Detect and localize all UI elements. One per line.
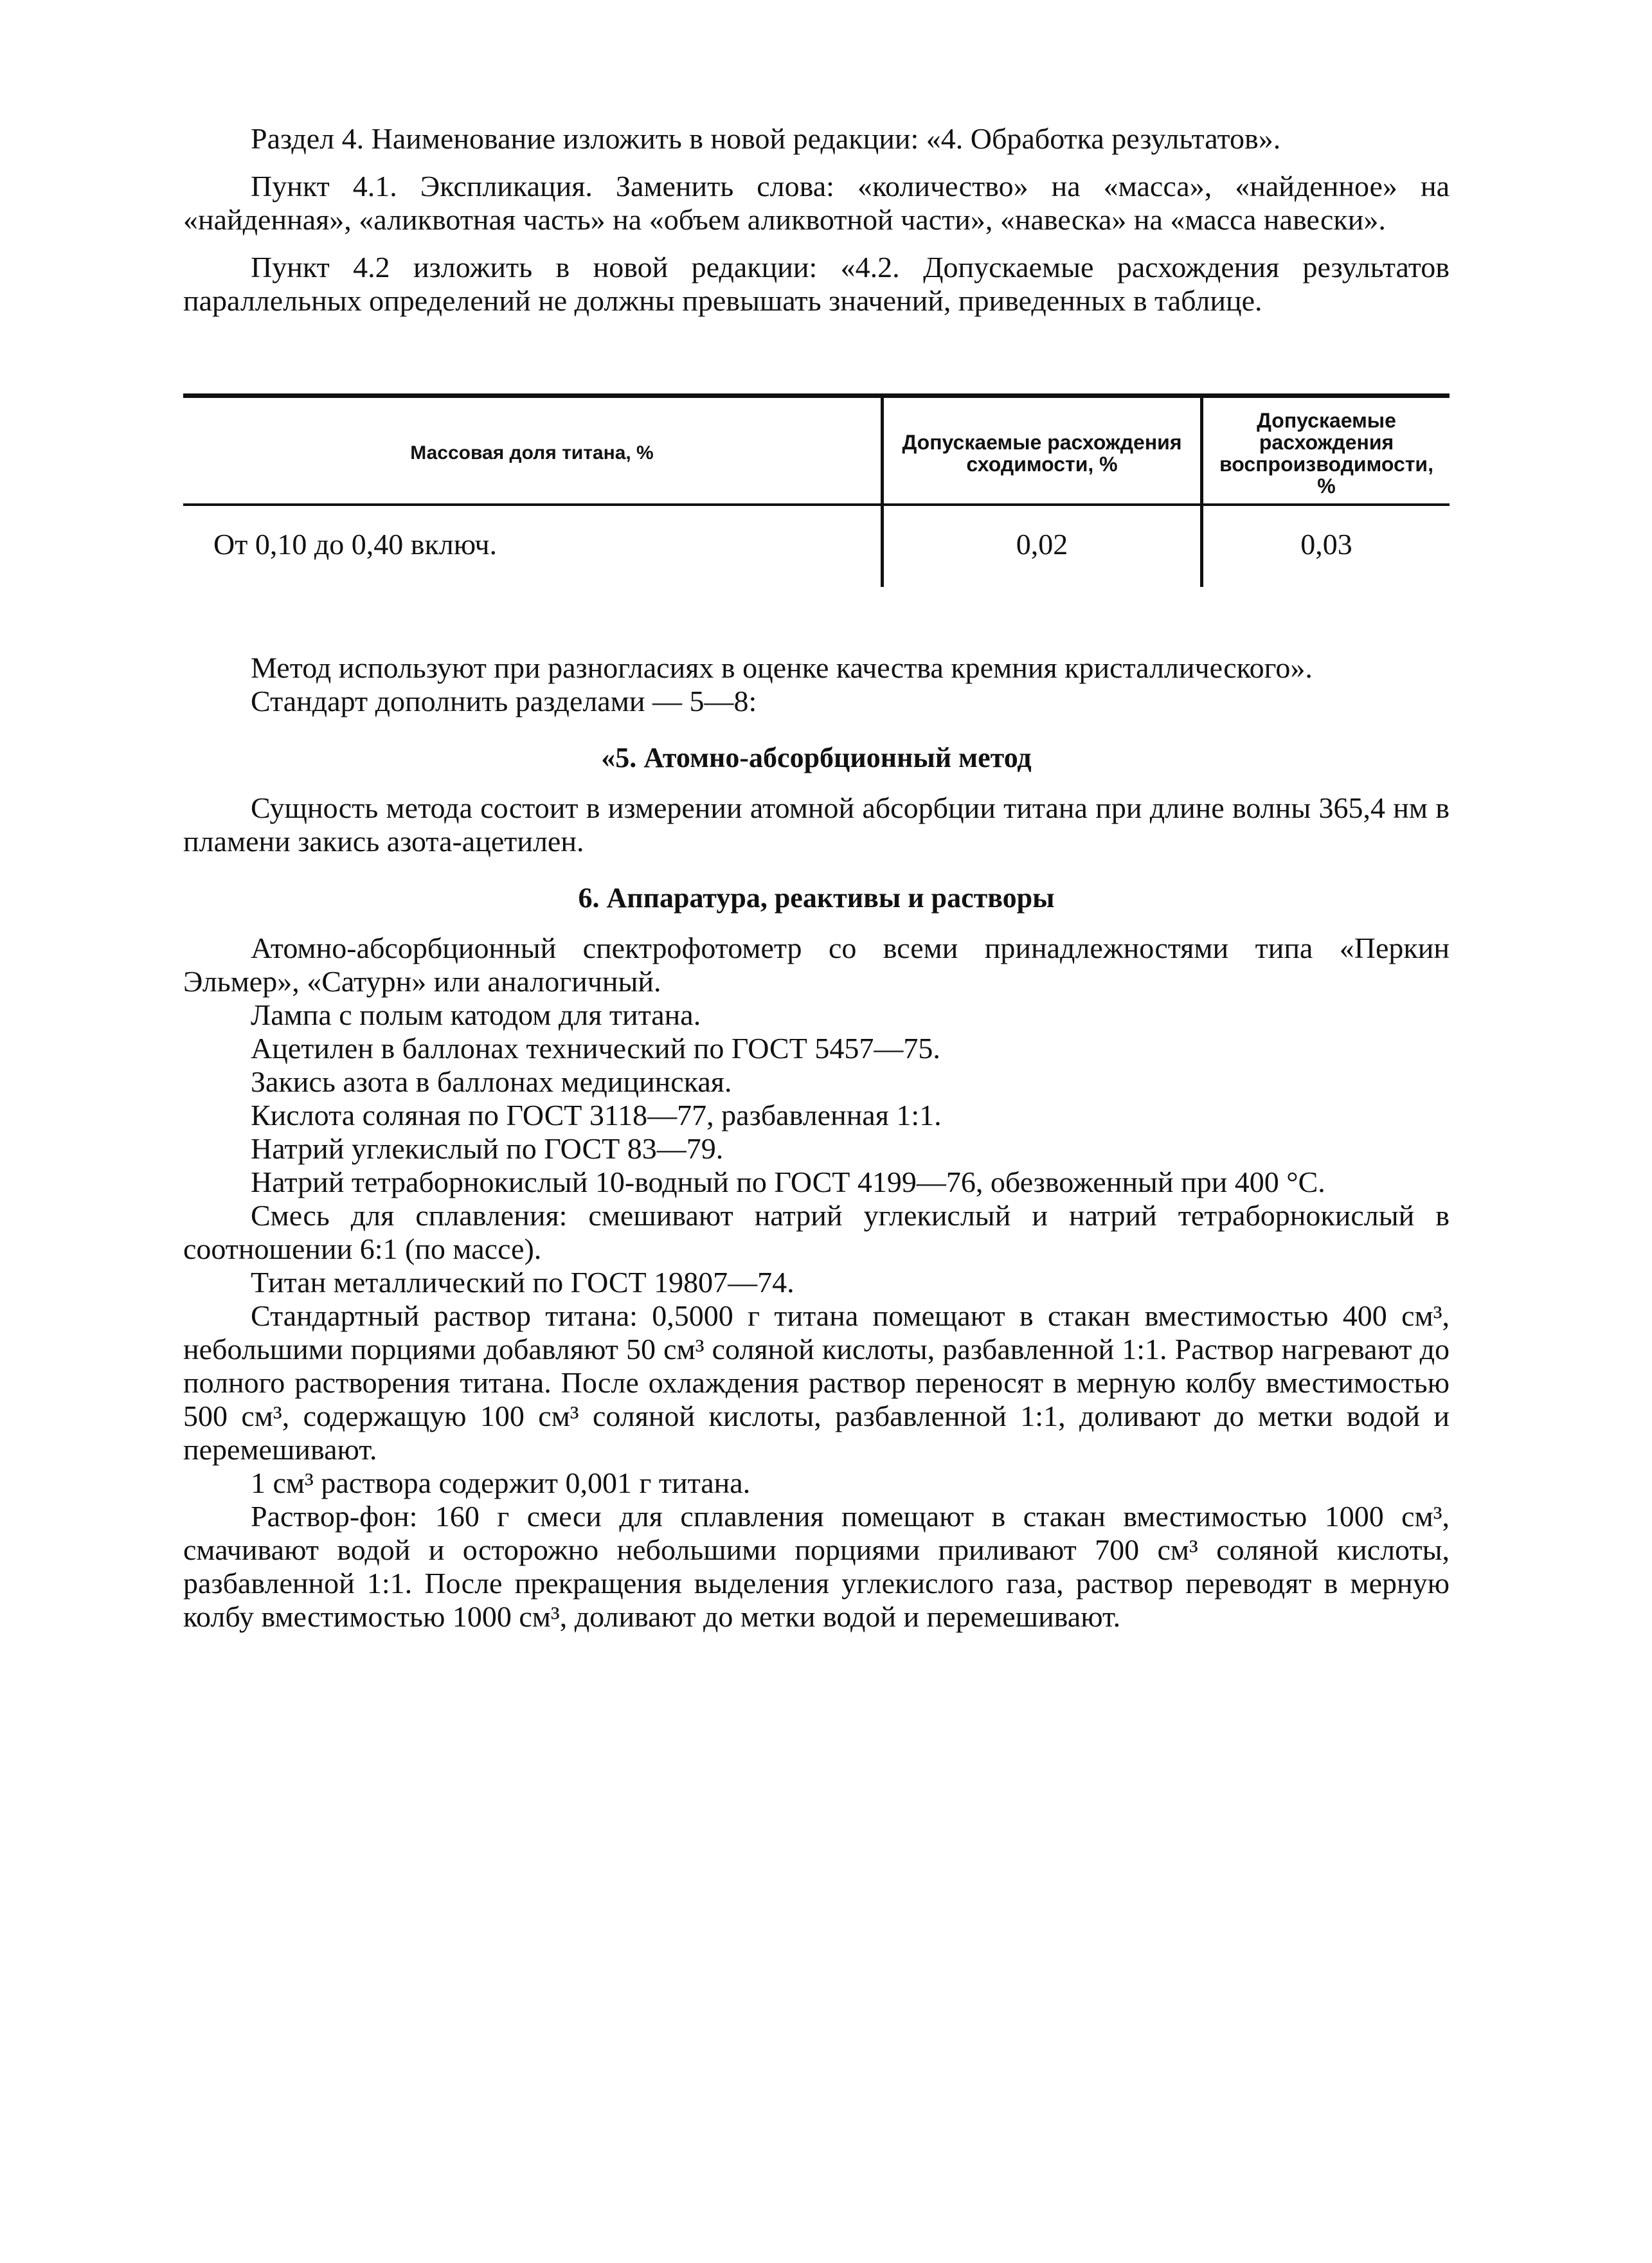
list-item: Титан металлический по ГОСТ 19807—74.: [251, 1266, 795, 1299]
section6-heading: 6. Аппаратура, реактивы и растворы: [578, 882, 1055, 914]
document-page: [183, 122, 1450, 1634]
list-item: Закись азота в баллонах медицинская.: [251, 1065, 732, 1098]
paragraph-method-usage: Метод используют при разногласиях в оценке качества кремния кристаллического».: [251, 651, 1313, 684]
list-item: Атомно-абсорбционный спектрофотометр со всеми принадлежностями типа «Перкин Эльмер», «Сатурн» или аналогичный.: [183, 932, 1450, 998]
list-item: 1 см³ раствора содержит 0,001 г титана.: [251, 1466, 751, 1499]
paragraph-section4-title: Раздел 4. Наименование изложить в новой редакции: «4. Обработка результатов».: [251, 122, 1281, 155]
paragraph-add-sections: Стандарт дополнить разделами — 5—8:: [251, 685, 757, 717]
list-item: Смесь для сплавления: смешивают натрий углекислый и натрий тетраборнокислый в соотношении 6:1 (по массе).: [183, 1199, 1450, 1265]
list-item: Натрий углекислый по ГОСТ 83—79.: [251, 1132, 724, 1165]
section5-text: Сущность метода состоит в измерении атомной абсорбции титана при длине волны 365,4 нм в пламени закись азота-ацетилен.: [183, 791, 1450, 858]
list-item: Ацетилен в баллонах технический по ГОСТ 5457—75.: [251, 1032, 940, 1065]
header-reproducibility: Допускаемые расхождения воспроизводимости, %: [1202, 396, 1450, 505]
list-item: Раствор-фон: 160 г смеси для сплавления помещают в стакан вместимостью 1000 см³, смачивают водой и осторожно небольшими порциями приливают 700 см³ соляной кислоты, разбавленной 1:1. После прекращения выделения углекислого газа, раствор переводят в мерную колбу вместимостью 1000 см³, доливают до метки водой и перемешивают.: [183, 1500, 1450, 1633]
list-item: Лампа с полым катодом для титана.: [251, 998, 701, 1031]
table-header-row: [183, 396, 1450, 505]
cell-convergence-value: 0,02: [883, 505, 1202, 587]
header-convergence: Допускаемые расхождения сходимости, %: [883, 396, 1202, 505]
section5-heading: «5. Атомно-абсорбционный метод: [601, 742, 1032, 773]
tolerance-table: [183, 393, 1450, 587]
list-item: Натрий тетраборнокислый 10-водный по ГОСТ 4199—76, обезвоженный при 400 °С.: [251, 1166, 1325, 1198]
paragraph-item-4-1: Пункт 4.1. Экспликация. Заменить слова: «количество» на «масса», «найденное» на «найденная», «аликвотная часть» на «объем аликвотной части», «навеска» на «масса навески».: [183, 170, 1450, 236]
paragraph-item-4-2: Пункт 4.2 изложить в новой редакции: «4.2. Допускаемые расхождения результатов параллельных определений не должны превышать значений, приведенных в таблице.: [183, 251, 1450, 317]
cell-reproducibility-value: 0,03: [1202, 505, 1450, 587]
cell-mass-range: От 0,10 до 0,40 включ.: [213, 528, 497, 561]
header-mass-fraction: Массовая доля титана, %: [183, 396, 883, 505]
list-item: Кислота соляная по ГОСТ 3118—77, разбавленная 1:1.: [251, 1099, 942, 1132]
tolerance-table-wrapper: [183, 393, 1450, 587]
table-row: [183, 505, 1450, 587]
list-item: Стандартный раствор титана: 0,5000 г титана помещают в стакан вместимостью 400 см³, небольшими порциями добавляют 50 см³ соляной кислоты, разбавленной 1:1. Раствор нагревают до полного растворения титана. После охлаждения раствор переносят в мерную колбу вместимостью 500 см³, содержащую 100 см³ соляной кислоты, разбавленной 1:1, доливают до метки водой и перемешивают.: [183, 1299, 1450, 1466]
